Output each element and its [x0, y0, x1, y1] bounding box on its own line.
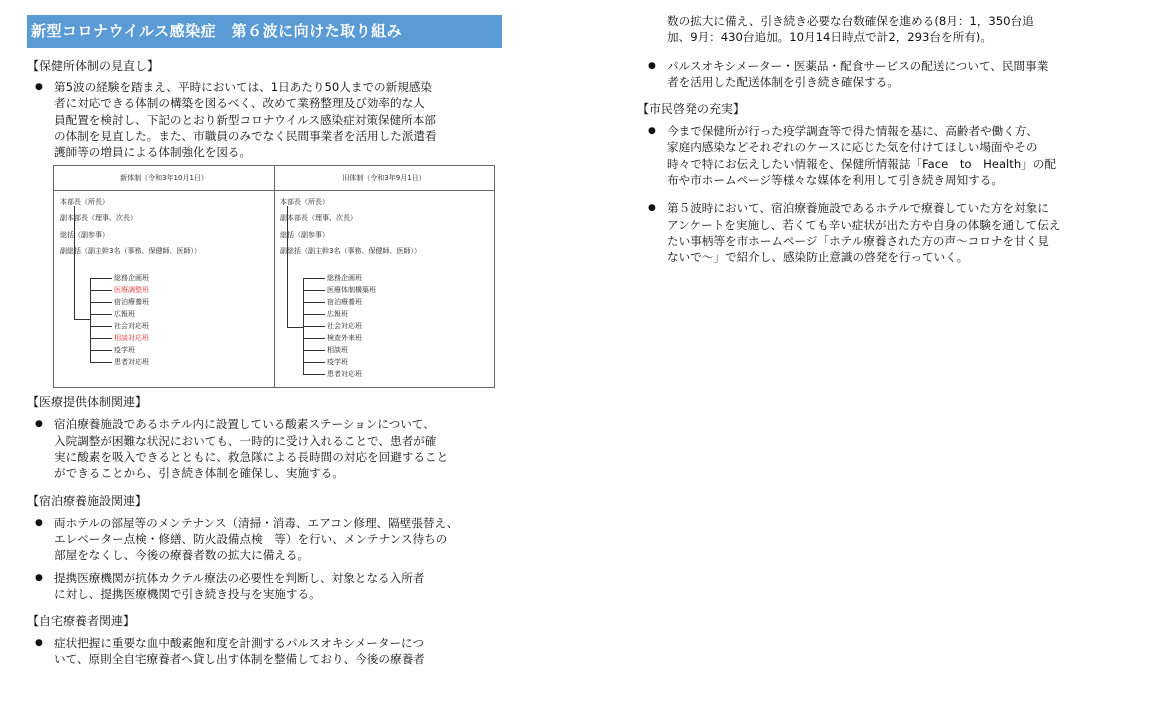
bullet-icon: ●: [648, 60, 656, 71]
continuation-text: 数の拡大に備え、引き続き必要な台数確保を進める(8月：1，350台追 加、9月：430台追加。10月14日時点で計2，293台を所有)。: [667, 14, 1034, 45]
new-division-label: 広報班: [114, 310, 135, 319]
new-division-label: 患者対応班: [114, 358, 149, 367]
old-division-label: 総務企画班: [327, 274, 362, 283]
old-division-label: 社会対応班: [327, 322, 362, 331]
bullet-item: ● 今まで保健所が行った疫学調査等で得た情報を基に、高齢者や働く方、 家庭内感染などそれぞれのケースに応じた気を付けてほしい場面やその 時々で特にお伝えしたい情報を、保健所情報誌「Face to Health」の配 布や市ホームページ等様々な媒体を利用して引き続き周知する。: [640, 123, 1120, 188]
old-division-label: 医療体制構築班: [327, 286, 376, 295]
page-title: 新型コロナウイルス感染症 第６波に向けた取り組み: [27, 15, 502, 48]
bullet-icon: ●: [35, 517, 43, 528]
left-column: [27, 0, 507, 668]
old-level: 本部長（所長）: [280, 198, 329, 207]
new-level: 副本部長（理事、次長）: [60, 214, 137, 223]
bullet-icon: ●: [35, 638, 43, 649]
old-division-label: 広報班: [327, 310, 348, 319]
bullet-icon: ●: [648, 126, 656, 137]
old-level: 副総括（副主幹3名（事務、保健師、医師））: [280, 247, 421, 256]
bullet-item: ● 症状把握に重要な血中酸素飽和度を計測するパルスオキシメーターにつ いて、原則全自宅療養者へ貸し出す体制を整備しており、今後の療養者: [27, 635, 507, 668]
bullet-icon: ●: [35, 82, 43, 92]
bullet-item: ● パルスオキシメーター・医薬品・配食サービスの配送について、民間事業 者を活用した配送体制を引き続き確保する。: [640, 58, 1120, 91]
new-level: 総括（副参事）: [60, 231, 109, 240]
heading-home: 【自宅療養者関連】: [27, 614, 136, 629]
old-division-label: 疫学班: [327, 358, 348, 367]
new-division-label: 疫学班: [114, 346, 135, 355]
new-division-label: 相談対応班: [114, 334, 149, 343]
new-division-label: 医療調整班: [114, 286, 149, 295]
old-division-label: 相談班: [327, 346, 348, 355]
heading-citizen: 【市民啓発の充実】: [637, 102, 746, 117]
bullet-item: ● 宿泊療養施設であるホテル内に設置している酸素ステーションについて、 入院調整が困難な状況においても、一時的に受け入れることで、患者が確 実に酸素を吸入できるとともに、救急隊による長時間の対応を回避すること ができることから、引き続き体制を確保し、実施する。: [27, 416, 507, 481]
bullet-item: ● 第５波時において、宿泊療養施設であるホテルで療養していた方を対象に アンケートを実施し、若くても辛い症状が出た方や自身の体験を通して伝え たい事柄等を市ホームページ「ホテル療養された方の声～コロナを甘く見 ないで～」で紹介し、感染防止意識の啓発を行っていく。: [640, 200, 1120, 265]
new-division-label: 社会対応班: [114, 322, 149, 331]
org-chart: [53, 165, 495, 388]
bullet-icon: ●: [35, 419, 43, 430]
right-column: [637, 0, 1120, 266]
org-chart-old-header: 旧体制（令和3年9月1日）: [342, 174, 426, 183]
org-chart-new-header: 新体制（令和3年10月1日）: [120, 174, 208, 183]
new-division-label: 総務企画班: [114, 274, 149, 283]
bullet-item: ● 第5波の経験を踏まえ、平時においては、1日あたり50人までの新規感染 者に対応できる体制の構築を図るべく、改めて業務整理及び効率的な人 員配置を検討し、下記のとおり新型コロナウイルス感染症対策保健所本部 の体制を見直した。また、市職員のみでなく民間事業者を活用した派遣看 護師等の増員による体制強化を図る。: [27, 79, 507, 160]
new-level: 本部長（所長）: [60, 198, 109, 207]
new-division-label: 宿泊療養班: [114, 298, 149, 307]
heading-lodging: 【宿泊療養施設関連】: [27, 493, 148, 508]
old-level: 副本部長（理事、次長）: [280, 214, 357, 223]
bullet-item: ● 提携医療機関が抗体カクテル療法の必要性を判断し、対象となる入所者 に対し、提携医療機関で引き続き投与を実施する。: [27, 570, 507, 603]
heading-medical: 【医療提供体制関連】: [27, 395, 148, 410]
bullet-icon: ●: [648, 203, 656, 214]
old-division-label: 宿泊療養班: [327, 298, 362, 307]
bullet-icon: ●: [35, 572, 43, 583]
bullet-item: ● 両ホテルの部屋等のメンテナンス（清掃・消毒、エアコン修理、隔壁張替え、 エレベーター点検・修繕、防火設備点検 等）を行い、メンテナンス待ちの 部屋をなくし、今後の療養者数の拡大に備える。: [27, 515, 507, 564]
old-level: 総括（副参事）: [280, 231, 329, 240]
heading-health-center: 【保健所体制の見直し】: [27, 59, 160, 73]
new-level: 副総括（副主幹3名（事務、保健師、医師））: [60, 247, 201, 256]
old-division-label: 患者対応班: [327, 370, 362, 379]
old-division-label: 検査外来班: [327, 334, 362, 343]
